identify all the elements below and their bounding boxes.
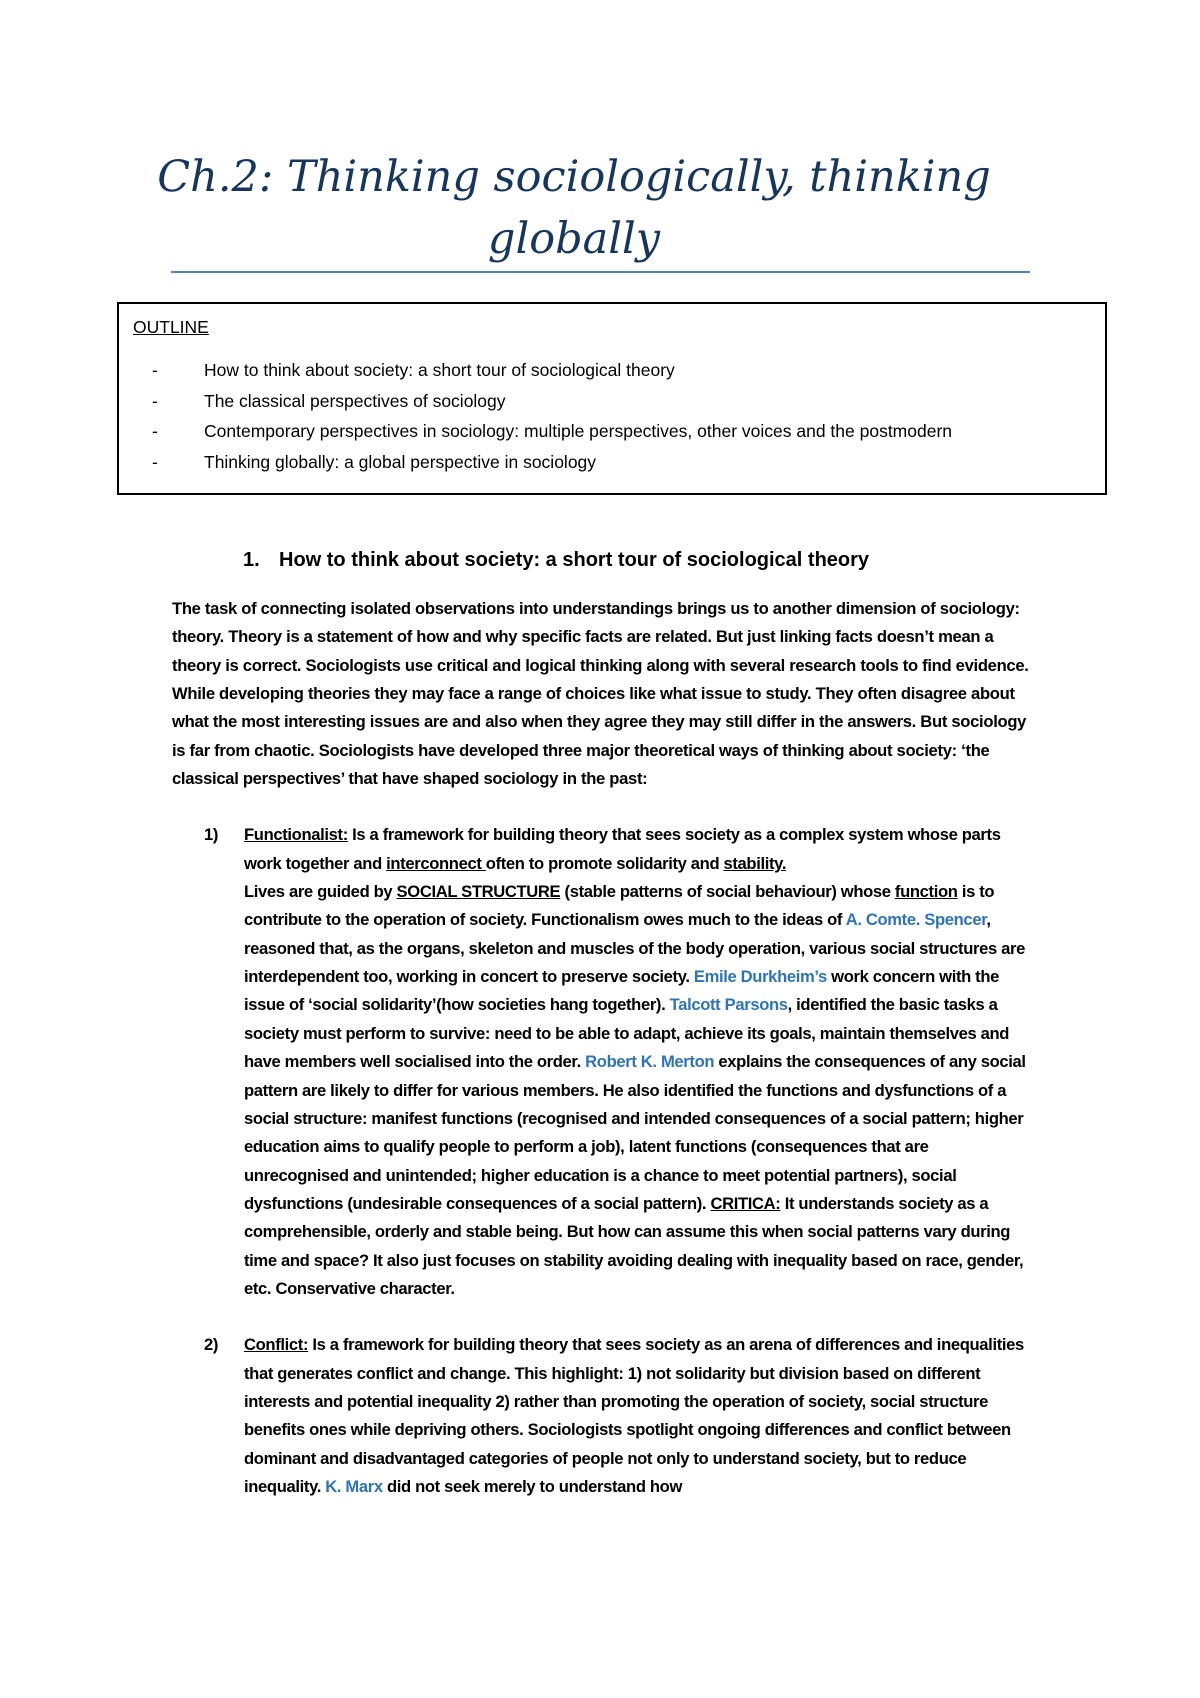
dash-bullet: -: [152, 421, 158, 441]
body-text: [172, 595, 1032, 1501]
interconnect-word: interconnect: [386, 853, 486, 873]
paragraph-text: is to contribute to the operation of society. Functionalism owes much to the ideas of: [244, 882, 995, 930]
paragraph-text: , reasoned that, as the organs, skeleton and muscles of the body operation, various social structures are interdependent too, working in concert to preserve society.: [244, 910, 1025, 987]
list-number: 2): [204, 1335, 219, 1355]
paragraph-text: did not seek merely to understand how: [382, 1476, 683, 1496]
paragraph-text: Is a framework for building theory that sees society as a complex system whose parts work together and: [244, 825, 1001, 873]
paragraph-text: Lives are guided by: [244, 882, 397, 902]
outline-item-text: Contemporary perspectives in sociology: multiple perspectives, other voices and the postmodern: [204, 421, 953, 441]
dash-bullet: -: [152, 390, 158, 411]
dash-bullet: -: [152, 360, 158, 380]
name-marx: K. Marx: [325, 1476, 383, 1496]
outline-item-text: How to think about society: a short tour of sociological theory: [204, 360, 675, 380]
conflict-term: Conflict:: [244, 1335, 309, 1355]
paragraph-text: explains the consequences of any social pattern are likely to differ for various members. He also identified the functions and dysfunctions of a social structure: manifest functions (recognised and intended consequences of a social pattern; higher education aims to qualify people to perform a job), latent functions (consequences that are unrecognised and unintended; higher education is a chance to meet potential partners), social dysfunctions (undesirable consequences of a social pattern).: [244, 1052, 1026, 1213]
paragraph-text: work concern with the issue of ‘social solidarity’(how societies hang together).: [244, 967, 1000, 1015]
name-parsons: Talcott Parsons: [669, 995, 788, 1015]
paragraph-text: (stable patterns of social behaviour) whose: [560, 882, 895, 902]
functionalist-term: Functionalist:: [244, 825, 348, 845]
critica-label: CRITICA:: [710, 1193, 781, 1213]
stability-word: stability.: [723, 853, 787, 873]
name-durkheim: Emile Durkheim’s: [693, 967, 827, 987]
document-title: Ch.2: Thinking sociologically, thinking globally: [157, 152, 991, 264]
outline-item: [133, 386, 1091, 417]
paragraph-text: , identified the basic tasks a society must perform to survive: need to be able to adapt, achieve its goals, maintain themselves and have members well socialised into the order.: [244, 995, 1010, 1072]
functionalist-paragraph: [172, 821, 1032, 1303]
outline-item-text: Thinking globally: a global perspective in sociology: [204, 451, 597, 472]
name-comte: A. Comte.: [845, 910, 920, 930]
function-term: function: [894, 882, 958, 902]
outline-item-text: The classical perspectives of sociology: [204, 390, 506, 411]
section-heading: [243, 545, 869, 575]
outline-item: [133, 416, 1091, 447]
paragraph-text: often to promote solidarity and: [485, 853, 724, 873]
outline-list: [133, 355, 1091, 477]
intro-paragraph: The task of connecting isolated observations into understandings brings us to another dimension of sociology: theory. Theory is a statement of how and why specific facts are related. But just linking facts doesn’t mean a theory is correct. Sociologists use critical and logical thinking along with several research tools to find evidence. While developing theories they may face a range of choices like what issue to study. They often disagree about what the most interesting issues are and also when they agree they may still differ in the answers. But sociology is far from chaotic. Sociologists have developed three major theoretical ways of thinking about society: ‘the classical perspectives’ that have shaped sociology in the past:: [172, 599, 1029, 789]
conflict-paragraph: [172, 1331, 1032, 1501]
list-number: 1): [204, 825, 219, 845]
outline-item: [133, 355, 1091, 386]
dash-bullet: -: [152, 451, 158, 472]
name-merton: Robert K. Merton: [585, 1052, 715, 1072]
social-structure-term: SOCIAL STRUCTURE: [396, 882, 561, 902]
paragraph-text: It understands society as a comprehensible, orderly and stable being. But how can assume this when social patterns vary during time and space? It also just focuses on stability avoiding dealing with inequality based on race, gender, etc. Conservative character.: [244, 1193, 1024, 1298]
section-heading-text: How to think about society: a short tour of sociological theory: [279, 549, 870, 571]
outline-heading: OUTLINE: [133, 317, 209, 337]
outline-item: [133, 447, 1091, 478]
name-spencer: Spencer: [924, 910, 987, 930]
title-underline-rule: [171, 271, 1030, 273]
section-number: 1.: [243, 549, 260, 571]
paragraph-text: Is a framework for building theory that sees society as an arena of differences and inequalities that generates conflict and change. This highlight: 1) not solidarity but division based on different interests and potential inequality 2) rather than promoting the operation of society, social structure benefits ones while depriving others. Sociologists spotlight ongoing differences and conflict between dominant and disadvantaged categories of people not only to understand society, but to reduce inequality.: [244, 1335, 1024, 1496]
outline-box: [117, 302, 1107, 495]
